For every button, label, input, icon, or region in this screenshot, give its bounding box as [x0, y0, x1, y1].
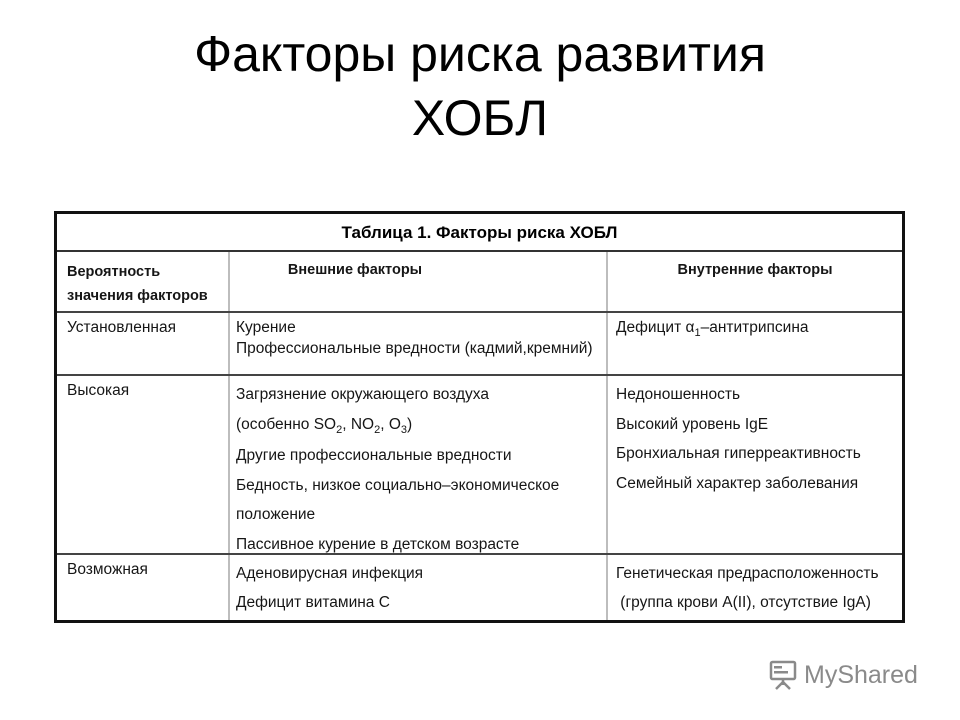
row-level-high: Высокая — [67, 382, 130, 399]
list-item: Другие профессиональные вредности — [236, 447, 512, 464]
list-item: Недоношенность — [616, 386, 741, 403]
header-external: Внешние факторы — [287, 262, 423, 278]
row-divider-1 — [57, 374, 902, 376]
slide-title-line-1: Факторы риска развития — [194, 26, 766, 82]
list-item: Семейный характер заболевания — [616, 474, 859, 492]
text-fragment: , NO — [342, 415, 375, 433]
list-item: Бедность, низкое социально–экономическое — [236, 476, 560, 494]
header-probability-line-1: Вероятность — [67, 264, 161, 280]
header-probability — [67, 260, 208, 308]
risk-factors-table — [54, 211, 905, 623]
list-item — [236, 410, 559, 442]
list-item: положение — [236, 506, 316, 523]
alpha-symbol: α — [685, 319, 695, 336]
text-fragment: , O — [380, 415, 401, 433]
list-item: (группа крови A(II), отсутствие IgA) — [616, 594, 871, 611]
row-high-external — [236, 380, 559, 559]
text-fragment: ) — [407, 415, 413, 433]
list-item: Аденовирусная инфекция — [236, 565, 424, 582]
list-item: Бронхиальная гиперреактивность — [616, 445, 861, 462]
row-level-possible: Возможная — [67, 561, 148, 578]
row-level-established: Установленная — [67, 319, 176, 336]
watermark-text: MyShared — [804, 660, 918, 689]
row-possible-external — [236, 559, 423, 617]
list-item: Профессиональные вредности (кадмий,кремний) — [236, 340, 593, 357]
text-fragment: (особенно SO — [236, 415, 337, 433]
text-fragment: Дефицит — [616, 319, 686, 336]
header-probability-line-2: значения факторов — [67, 288, 208, 304]
text-fragment: –антитрипсина — [700, 319, 809, 336]
row-divider-header — [57, 311, 902, 313]
slide-title — [0, 22, 960, 150]
list-item: Курение — [236, 319, 296, 336]
row-possible-internal — [616, 559, 879, 617]
presentation-board-icon — [768, 659, 798, 691]
list-item — [616, 317, 809, 340]
column-divider-2 — [606, 252, 608, 620]
list-item: Высокий уровень IgE — [616, 415, 769, 433]
subscript: 3 — [400, 423, 408, 436]
row-established-internal — [616, 317, 809, 340]
list-item: Пассивное курение в детском возрасте — [236, 535, 520, 553]
myshared-logo — [768, 658, 918, 692]
subscript: 1 — [694, 327, 701, 339]
header-internal: Внутренние факторы — [677, 262, 833, 278]
subscript: 2 — [374, 423, 381, 436]
row-high-internal — [616, 380, 861, 498]
list-item: Загрязнение окружающего воздуха — [236, 386, 489, 403]
table-caption: Таблица 1. Факторы риска ХОБЛ — [57, 214, 902, 252]
subscript: 2 — [336, 423, 343, 436]
slide-title-line-2: ХОБЛ — [411, 90, 549, 146]
list-item: Дефицит витамина С — [236, 594, 390, 611]
row-established-external — [236, 317, 593, 359]
list-item: Генетическая предрасположенность — [616, 565, 879, 582]
column-divider-1 — [228, 252, 230, 620]
